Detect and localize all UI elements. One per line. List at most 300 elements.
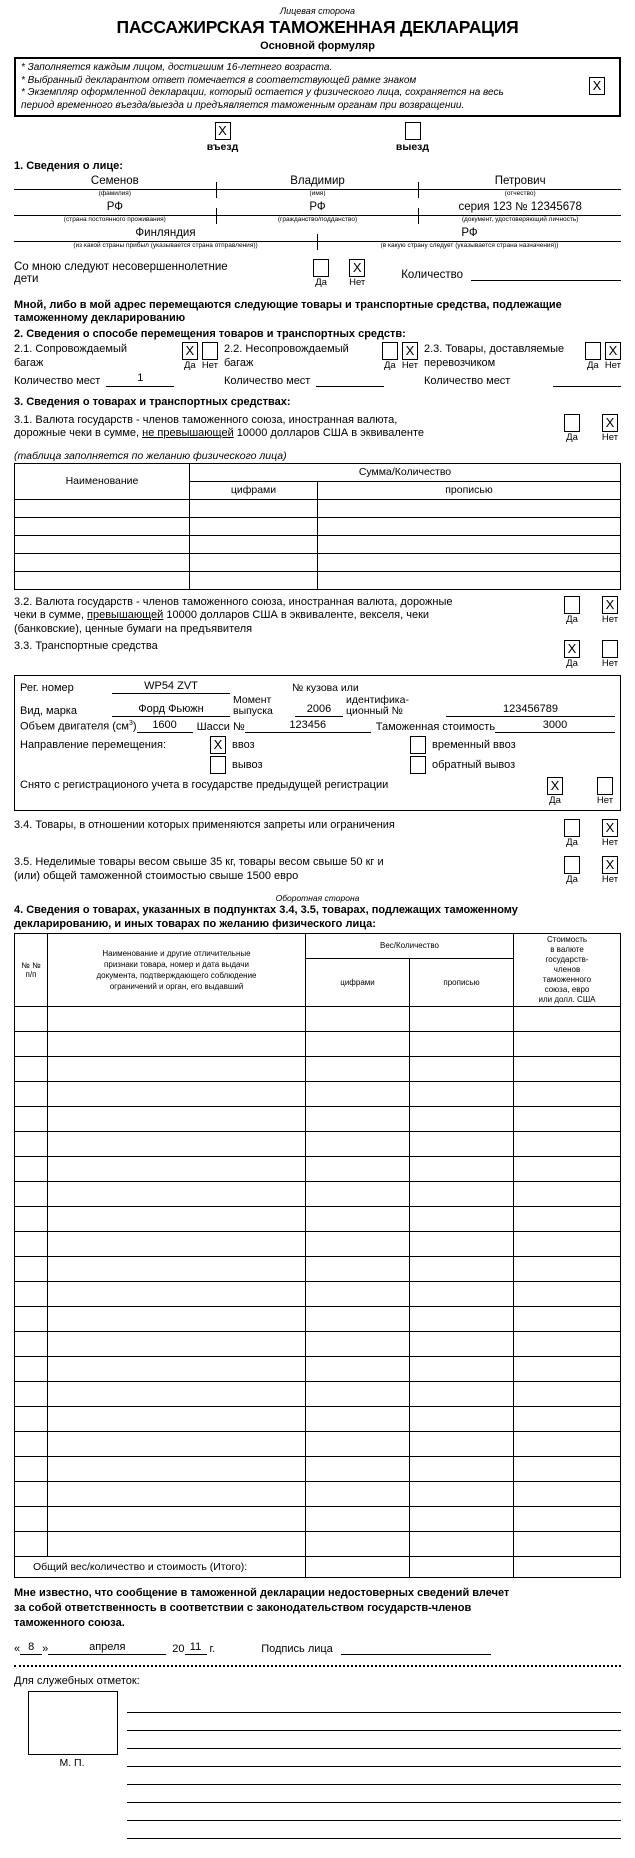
item22-no[interactable] bbox=[402, 342, 418, 371]
item31-no-checkbox[interactable]: X bbox=[602, 414, 618, 432]
date-signature-row bbox=[14, 1640, 621, 1655]
goods-cell-description[interactable] bbox=[48, 1382, 306, 1407]
goods-cell-digits[interactable] bbox=[306, 1382, 410, 1407]
vehicle-dereg-no[interactable] bbox=[595, 777, 615, 806]
official-note-line[interactable] bbox=[127, 1767, 621, 1785]
table-row bbox=[15, 1032, 621, 1057]
vehicle-engine-label: Объем двигателя $(см^3)$ bbox=[20, 720, 137, 734]
goods-cell-number[interactable] bbox=[15, 1132, 48, 1157]
firstname-field[interactable] bbox=[217, 174, 419, 198]
item22-places-input[interactable] bbox=[316, 372, 384, 387]
item22-num: 2.2. bbox=[224, 342, 243, 355]
goods-cell-cost[interactable] bbox=[514, 1107, 621, 1132]
goods-cell-digits[interactable] bbox=[306, 1332, 410, 1357]
item33-no[interactable] bbox=[599, 640, 621, 669]
page-subtitle: Основной формуляр bbox=[260, 40, 375, 52]
goods-cell-number[interactable] bbox=[15, 1332, 48, 1357]
goods-cell-number[interactable] bbox=[15, 1407, 48, 1432]
stamp-box[interactable] bbox=[28, 1691, 118, 1755]
item23-yes-checkbox[interactable] bbox=[585, 342, 601, 360]
official-note-line[interactable] bbox=[127, 1713, 621, 1731]
item21-no-label: Нет bbox=[201, 359, 218, 371]
goods-cell-words[interactable] bbox=[410, 1257, 514, 1282]
date-year-suffix: г. bbox=[209, 1643, 216, 1656]
item35-no-checkbox[interactable]: X bbox=[602, 856, 618, 874]
goods-cell-number[interactable] bbox=[15, 1157, 48, 1182]
children-yes[interactable] bbox=[303, 259, 339, 288]
goods-cell-digits[interactable] bbox=[306, 1457, 410, 1482]
item22-yes-checkbox[interactable] bbox=[382, 342, 398, 360]
item33-no-label: Нет bbox=[601, 658, 619, 670]
currency-cell-words[interactable] bbox=[318, 499, 621, 517]
goods-cell-cost[interactable] bbox=[514, 1307, 621, 1332]
goods-cell-description[interactable] bbox=[48, 1282, 306, 1307]
currency-table-header-row bbox=[15, 463, 621, 481]
currency-cell-name[interactable] bbox=[15, 499, 190, 517]
official-note-line[interactable] bbox=[127, 1803, 621, 1821]
goods-cell-digits[interactable] bbox=[306, 1032, 410, 1057]
goods-cell-description[interactable] bbox=[48, 1432, 306, 1457]
currency-col-sum: Сумма/Количество bbox=[190, 463, 621, 481]
currency-cell-name[interactable] bbox=[15, 553, 190, 571]
goods-cell-cost[interactable] bbox=[514, 1032, 621, 1057]
goods-cell-words[interactable] bbox=[410, 1357, 514, 1382]
item34-yes-checkbox[interactable] bbox=[564, 819, 580, 837]
goods-cell-number[interactable] bbox=[15, 1507, 48, 1532]
goods-cell-description[interactable] bbox=[48, 1157, 306, 1182]
item33-no-checkbox[interactable] bbox=[602, 640, 618, 658]
page-title: ПАССАЖИРСКАЯ ТАМОЖЕННАЯ ДЕКЛАРАЦИЯ bbox=[116, 17, 519, 37]
goods-cell-description[interactable] bbox=[48, 1007, 306, 1032]
goods-cell-number[interactable] bbox=[15, 1432, 48, 1457]
item23-num: 2.3. bbox=[424, 342, 443, 355]
official-note-line[interactable] bbox=[127, 1749, 621, 1767]
residence-field[interactable] bbox=[14, 200, 216, 224]
currency-cell-name[interactable] bbox=[15, 571, 190, 589]
entry-checkbox[interactable]: X bbox=[215, 122, 231, 140]
goods-cell-number[interactable] bbox=[15, 1182, 48, 1207]
item35-yes-checkbox[interactable] bbox=[564, 856, 580, 874]
table-row bbox=[15, 1357, 621, 1382]
goods-cell-description[interactable] bbox=[48, 1357, 306, 1382]
patronymic-value: Петрович bbox=[419, 174, 621, 190]
item35-yes[interactable] bbox=[561, 856, 583, 885]
currency-cell-digits[interactable] bbox=[190, 553, 318, 571]
item31-line-2-a: дорожные чеки в сумме, bbox=[14, 427, 143, 440]
vehicle-export-option[interactable] bbox=[210, 756, 410, 774]
item31-line-2 bbox=[14, 427, 553, 441]
goods-cell-number[interactable] bbox=[15, 1532, 48, 1557]
exit-option[interactable] bbox=[378, 122, 448, 152]
citizenship-value: РФ bbox=[217, 200, 419, 216]
item34-row bbox=[14, 819, 621, 848]
item32-yes[interactable] bbox=[561, 596, 583, 625]
goods-total-label: Общий вес/количество и стоимость (Итого): bbox=[15, 1557, 306, 1578]
instruction-line-4: период временного въезда/выезда и предъявляется таможенным органам при возвращении. bbox=[21, 99, 465, 111]
item31-yes-checkbox[interactable] bbox=[564, 414, 580, 432]
tear-line bbox=[14, 1665, 621, 1667]
goods-cell-cost[interactable] bbox=[514, 1382, 621, 1407]
instruction-line-3: * Экземпляр оформленной декларации, который остается у физического лица, сохраняется на весь bbox=[21, 87, 504, 99]
from-country-field[interactable] bbox=[14, 226, 317, 250]
item31-yes-label: Да bbox=[566, 431, 578, 443]
goods-cell-number[interactable] bbox=[15, 1307, 48, 1332]
goods-cell-cost[interactable] bbox=[514, 1257, 621, 1282]
official-note-line[interactable] bbox=[127, 1785, 621, 1803]
goods-cell-digits[interactable] bbox=[306, 1057, 410, 1082]
goods-cell-number[interactable] bbox=[15, 1482, 48, 1507]
date-day-input[interactable]: 8 bbox=[20, 1640, 42, 1655]
item33-yes-label: Да bbox=[566, 658, 578, 670]
goods-cell-digits[interactable] bbox=[306, 1307, 410, 1332]
item21-no[interactable] bbox=[202, 342, 218, 371]
item22-no-checkbox[interactable]: X bbox=[402, 342, 418, 360]
vehicle-vin-label-3: ционный № bbox=[346, 705, 403, 718]
goods-cell-digits[interactable] bbox=[306, 1107, 410, 1132]
goods-cell-words[interactable] bbox=[410, 1482, 514, 1507]
goods-cell-cost[interactable] bbox=[514, 1532, 621, 1557]
item31-no[interactable] bbox=[599, 414, 621, 443]
goods-cell-description[interactable] bbox=[48, 1332, 306, 1357]
vehicle-vin-label-2: идентифика- bbox=[346, 694, 409, 707]
goods-cell-digits[interactable] bbox=[306, 1357, 410, 1382]
item22-yes[interactable] bbox=[382, 342, 398, 371]
goods-cell-digits[interactable] bbox=[306, 1007, 410, 1032]
vehicle-kind-value[interactable]: Форд Фьюжн bbox=[112, 702, 230, 717]
goods-total-digits[interactable] bbox=[306, 1557, 410, 1578]
goods-cell-cost[interactable] bbox=[514, 1132, 621, 1157]
goods-cell-words[interactable] bbox=[410, 1007, 514, 1032]
goods-cell-description[interactable] bbox=[48, 1482, 306, 1507]
goods-total-row bbox=[15, 1557, 621, 1578]
goods-cell-number[interactable] bbox=[15, 1257, 48, 1282]
goods-cell-number[interactable] bbox=[15, 1032, 48, 1057]
currency-cell-digits[interactable] bbox=[190, 535, 318, 553]
item34-label: 3.4. Товары, в отношении которых применяются запреты или ограничения bbox=[14, 819, 395, 832]
goods-cell-words[interactable] bbox=[410, 1282, 514, 1307]
goods-cell-number[interactable] bbox=[15, 1232, 48, 1257]
vehicle-engine-value[interactable]: 1600 bbox=[137, 718, 193, 733]
currency-cell-words[interactable] bbox=[318, 517, 621, 535]
vehicle-dereg-yes[interactable] bbox=[545, 777, 565, 806]
goods-by-carrier bbox=[424, 342, 621, 371]
signature-input[interactable] bbox=[341, 1640, 491, 1655]
residence-row bbox=[14, 200, 621, 224]
goods-cell-cost[interactable] bbox=[514, 1357, 621, 1382]
goods-cell-number[interactable] bbox=[15, 1207, 48, 1232]
currency-cell-name[interactable] bbox=[15, 535, 190, 553]
official-note-line[interactable] bbox=[127, 1821, 621, 1839]
vehicle-dereg-yes-label: Да bbox=[549, 795, 561, 807]
goods-cell-words[interactable] bbox=[410, 1207, 514, 1232]
to-country-field[interactable] bbox=[318, 226, 621, 250]
goods-total-words[interactable] bbox=[410, 1557, 514, 1578]
goods-cell-cost[interactable] bbox=[514, 1457, 621, 1482]
from-country-caption: (из какой страны прибыл (указывается страна отправления)) bbox=[73, 241, 258, 249]
official-note-line[interactable] bbox=[127, 1695, 621, 1713]
item32-no-checkbox[interactable]: X bbox=[602, 596, 618, 614]
goods-cell-cost[interactable] bbox=[514, 1407, 621, 1432]
goods-col-description: Наименование и другие отличительные признаки товара, номер и дата выдачи документа, подтверждающего соблюдение ограничений и орган, его выдавший bbox=[48, 934, 306, 1007]
section3-title: 3. Сведения о товарах и транспортных средствах: bbox=[14, 395, 291, 408]
goods-cell-digits[interactable] bbox=[306, 1282, 410, 1307]
goods-cell-cost[interactable] bbox=[514, 1082, 621, 1107]
goods-cell-words[interactable] bbox=[410, 1382, 514, 1407]
goods-cell-words[interactable] bbox=[410, 1407, 514, 1432]
goods-cell-cost[interactable] bbox=[514, 1282, 621, 1307]
goods-cell-description[interactable] bbox=[48, 1457, 306, 1482]
vehicle-dereg-no-checkbox[interactable] bbox=[597, 777, 613, 795]
currency-cell-digits[interactable] bbox=[190, 571, 318, 589]
table-row bbox=[15, 1057, 621, 1082]
currency-col-words: прописью bbox=[318, 481, 621, 499]
item33-label: 3.3. Транспортные средства bbox=[14, 640, 158, 653]
goods-cell-digits[interactable] bbox=[306, 1507, 410, 1532]
date-year-prefix: 20 bbox=[172, 1643, 185, 1656]
vehicle-import-label: ввоз bbox=[232, 739, 255, 752]
vehicle-year-value[interactable]: 2006 bbox=[295, 702, 343, 717]
goods-cell-cost[interactable] bbox=[514, 1232, 621, 1257]
declaration-statement-line-1: Мной, либо в мой адрес перемещаются следующие товары и транспортные средства, подлежащие bbox=[14, 298, 562, 311]
goods-total-cost[interactable] bbox=[514, 1557, 621, 1578]
goods-col-digits: цифрами bbox=[306, 958, 410, 1006]
from-country-value: Финляндия bbox=[14, 226, 317, 242]
item33-yes-checkbox[interactable]: X bbox=[564, 640, 580, 658]
goods-cell-number[interactable] bbox=[15, 1382, 48, 1407]
table-row bbox=[15, 1382, 621, 1407]
goods-cell-number[interactable] bbox=[15, 1057, 48, 1082]
children-quantity-label: Количество bbox=[401, 268, 463, 281]
goods-cell-words[interactable] bbox=[410, 1107, 514, 1132]
goods-cell-cost[interactable] bbox=[514, 1007, 621, 1032]
goods-cell-number[interactable] bbox=[15, 1457, 48, 1482]
item35-no[interactable] bbox=[599, 856, 621, 885]
date-year-input[interactable]: 11 bbox=[185, 1640, 207, 1655]
goods-cell-cost[interactable] bbox=[514, 1507, 621, 1532]
item21-places-input[interactable]: 1 bbox=[106, 372, 174, 387]
vehicle-export-checkbox[interactable] bbox=[210, 756, 226, 774]
goods-cell-cost[interactable] bbox=[514, 1482, 621, 1507]
goods-cell-digits[interactable] bbox=[306, 1532, 410, 1557]
baggage-accompanied bbox=[14, 342, 224, 371]
item34-no[interactable] bbox=[599, 819, 621, 848]
vehicle-dereg-yes-checkbox[interactable]: X bbox=[547, 777, 563, 795]
goods-cell-words[interactable] bbox=[410, 1432, 514, 1457]
goods-cell-description[interactable] bbox=[48, 1182, 306, 1207]
currency-cell-digits[interactable] bbox=[190, 499, 318, 517]
item34-yes[interactable] bbox=[561, 819, 583, 848]
item32-line-3: (банковские), ценные бумаги на предъявителя bbox=[14, 622, 253, 635]
vehicle-dereg-label: Снято с регистрационого учета в государстве предыдущей регистрации bbox=[20, 779, 389, 792]
goods-cell-description[interactable] bbox=[48, 1032, 306, 1057]
vehicle-kind-row bbox=[20, 695, 615, 717]
vehicle-reg-value[interactable]: WP54 ZVT bbox=[112, 679, 230, 694]
to-country-caption: (в какую страну следует (указывается страна назначения)) bbox=[380, 241, 559, 249]
currency-table-row bbox=[15, 535, 621, 553]
item32-line-2-a: чеки в сумме, bbox=[14, 609, 87, 622]
currency-table-row bbox=[15, 553, 621, 571]
goods-cell-description[interactable] bbox=[48, 1132, 306, 1157]
goods-cell-description[interactable] bbox=[48, 1082, 306, 1107]
item23-places-input[interactable] bbox=[553, 372, 621, 387]
goods-cell-cost[interactable] bbox=[514, 1182, 621, 1207]
currency-cell-words[interactable] bbox=[318, 553, 621, 571]
vehicle-direction-label: Направление перемещения: bbox=[20, 739, 167, 752]
goods-cell-digits[interactable] bbox=[306, 1082, 410, 1107]
vehicle-re-export-checkbox[interactable] bbox=[410, 756, 426, 774]
currency-table-row bbox=[15, 517, 621, 535]
currency-cell-digits[interactable] bbox=[190, 517, 318, 535]
goods-cell-digits[interactable] bbox=[306, 1482, 410, 1507]
side-label: Лицевая сторона bbox=[279, 6, 355, 16]
goods-cell-cost[interactable] bbox=[514, 1057, 621, 1082]
item32-emphasis: превышающей bbox=[87, 609, 164, 622]
item31-yes[interactable] bbox=[561, 414, 583, 443]
vehicle-cost-label: Таможенная стоимость bbox=[375, 721, 496, 734]
declaration-statement bbox=[14, 299, 621, 326]
patronymic-field[interactable] bbox=[419, 174, 621, 198]
goods-cell-description[interactable] bbox=[48, 1107, 306, 1132]
date-month-input[interactable]: апреля bbox=[48, 1640, 166, 1655]
goods-cell-number[interactable] bbox=[15, 1107, 48, 1132]
vehicle-import-checkbox[interactable]: X bbox=[210, 736, 226, 754]
instruction-line-2: * Выбранный декларантом ответ помечается в соответствующей рамке знаком bbox=[21, 74, 417, 86]
goods-cell-description[interactable] bbox=[48, 1307, 306, 1332]
goods-cell-digits[interactable] bbox=[306, 1232, 410, 1257]
table-row bbox=[15, 1007, 621, 1032]
goods-cell-words[interactable] bbox=[410, 1132, 514, 1157]
goods-cell-description[interactable] bbox=[48, 1532, 306, 1557]
currency-col-name: Наименование bbox=[15, 463, 190, 499]
currency-table-row bbox=[15, 499, 621, 517]
residence-caption: (страна постоянного проживания) bbox=[63, 215, 166, 223]
goods-cell-words[interactable] bbox=[410, 1157, 514, 1182]
goods-cell-words[interactable] bbox=[410, 1532, 514, 1557]
goods-cell-number[interactable] bbox=[15, 1357, 48, 1382]
goods-cell-words[interactable] bbox=[410, 1332, 514, 1357]
goods-cell-description[interactable] bbox=[48, 1257, 306, 1282]
goods-cell-number[interactable] bbox=[15, 1082, 48, 1107]
goods-cell-words[interactable] bbox=[410, 1032, 514, 1057]
item32-yes-checkbox[interactable] bbox=[564, 596, 580, 614]
goods-cell-cost[interactable] bbox=[514, 1332, 621, 1357]
section2-body bbox=[14, 342, 621, 387]
vehicle-vin-value[interactable]: 123456789 bbox=[446, 702, 615, 717]
section4-title-line-1: 4. Сведения о товарах, указанных в подпунктах 3.4, 3.5, товарах, подлежащих таможенному bbox=[14, 904, 518, 917]
table-row bbox=[15, 1332, 621, 1357]
item23-no-label: Нет bbox=[604, 359, 621, 371]
surname-field[interactable] bbox=[14, 174, 216, 198]
item23-yes[interactable] bbox=[585, 342, 601, 371]
goods-cell-description[interactable] bbox=[48, 1057, 306, 1082]
goods-cell-cost[interactable] bbox=[514, 1157, 621, 1182]
liability-warning-line-3: таможенного союза. bbox=[14, 1617, 125, 1630]
goods-cell-words[interactable] bbox=[410, 1182, 514, 1207]
children-no-checkbox[interactable]: X bbox=[349, 259, 365, 277]
children-no[interactable] bbox=[339, 259, 375, 288]
exit-checkbox[interactable] bbox=[405, 122, 421, 140]
goods-cell-words[interactable] bbox=[410, 1457, 514, 1482]
goods-cell-description[interactable] bbox=[48, 1232, 306, 1257]
table-row bbox=[15, 1157, 621, 1182]
official-note-line[interactable] bbox=[127, 1731, 621, 1749]
item21-no-checkbox[interactable] bbox=[202, 342, 218, 360]
citizenship-field[interactable] bbox=[217, 200, 419, 224]
direction-row bbox=[14, 122, 621, 152]
item33-yes[interactable] bbox=[561, 640, 583, 669]
stamp-block bbox=[14, 1691, 109, 1839]
vehicle-import-option[interactable] bbox=[210, 736, 410, 754]
declaration-statement-line-2: таможенному декларированию bbox=[14, 312, 186, 325]
entry-label: въезд bbox=[206, 140, 239, 153]
currency-cell-words[interactable] bbox=[318, 535, 621, 553]
item21-yes[interactable] bbox=[182, 342, 198, 371]
item31-line-2-b: 10000 долларов США в эквиваленте bbox=[233, 427, 425, 440]
goods-cell-words[interactable] bbox=[410, 1507, 514, 1532]
goods-cell-number[interactable] bbox=[15, 1007, 48, 1032]
currency-table-note: (таблица заполняется по желанию физического лица) bbox=[14, 449, 287, 462]
date-quote-open: « bbox=[14, 1643, 21, 1656]
item23-no[interactable] bbox=[605, 342, 621, 371]
goods-cell-words[interactable] bbox=[410, 1057, 514, 1082]
vehicle-cost-value[interactable]: 3000 bbox=[495, 718, 615, 733]
goods-cell-digits[interactable] bbox=[306, 1407, 410, 1432]
goods-cell-words[interactable] bbox=[410, 1232, 514, 1257]
goods-cell-cost[interactable] bbox=[514, 1432, 621, 1457]
goods-cell-words[interactable] bbox=[410, 1307, 514, 1332]
goods-cell-digits[interactable] bbox=[306, 1132, 410, 1157]
document-field[interactable] bbox=[419, 200, 621, 224]
item35-yes-label: Да bbox=[566, 874, 578, 886]
item34-no-checkbox[interactable]: X bbox=[602, 819, 618, 837]
currency-cell-name[interactable] bbox=[15, 517, 190, 535]
goods-cell-cost[interactable] bbox=[514, 1207, 621, 1232]
section2-title: 2. Сведения о способе перемещения товаров и транспортных средств: bbox=[14, 327, 406, 340]
table-row bbox=[15, 1282, 621, 1307]
vehicle-year-label-1: Момент bbox=[233, 694, 272, 707]
goods-cell-digits[interactable] bbox=[306, 1182, 410, 1207]
table-row bbox=[15, 1457, 621, 1482]
goods-cell-number[interactable] bbox=[15, 1282, 48, 1307]
goods-cell-digits[interactable] bbox=[306, 1207, 410, 1232]
vehicle-chassis-value[interactable]: 123456 bbox=[245, 718, 371, 733]
goods-cell-digits[interactable] bbox=[306, 1157, 410, 1182]
item21-label-1: Сопровождаемый bbox=[35, 342, 128, 355]
currency-cell-words[interactable] bbox=[318, 571, 621, 589]
item21-places-label: Количество мест bbox=[14, 374, 101, 387]
goods-cell-description[interactable] bbox=[48, 1507, 306, 1532]
vehicle-temp-import-option[interactable] bbox=[410, 736, 516, 754]
vehicle-chassis-label: Шасси № bbox=[196, 721, 245, 734]
item22-yes-label: Да bbox=[383, 359, 396, 371]
children-quantity-input[interactable] bbox=[471, 266, 621, 281]
children-yes-checkbox[interactable] bbox=[313, 259, 329, 277]
item33-row bbox=[14, 640, 621, 669]
item21-yes-checkbox[interactable]: X bbox=[182, 342, 198, 360]
vehicle-dereg-no-label: Нет bbox=[596, 795, 614, 807]
item32-no[interactable] bbox=[599, 596, 621, 625]
item23-no-checkbox[interactable]: X bbox=[605, 342, 621, 360]
goods-cell-description[interactable] bbox=[48, 1207, 306, 1232]
vehicle-re-export-option[interactable] bbox=[410, 756, 515, 774]
entry-option[interactable] bbox=[188, 122, 258, 152]
vehicle-engine-row bbox=[20, 718, 615, 733]
goods-cell-digits[interactable] bbox=[306, 1257, 410, 1282]
vehicle-temp-import-checkbox[interactable] bbox=[410, 736, 426, 754]
goods-cell-digits[interactable] bbox=[306, 1432, 410, 1457]
goods-cell-words[interactable] bbox=[410, 1082, 514, 1107]
goods-cell-description[interactable] bbox=[48, 1407, 306, 1432]
